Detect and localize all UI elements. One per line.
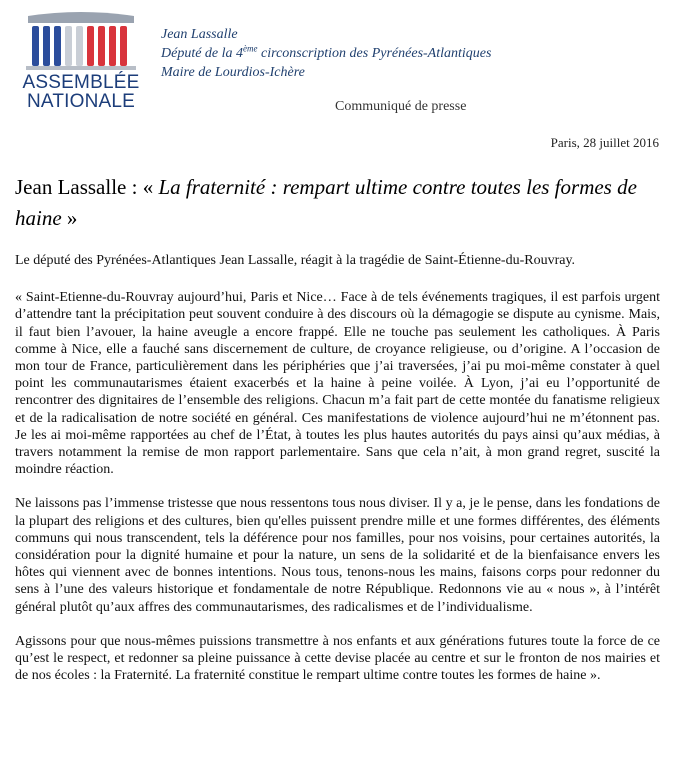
logo-line-1: ASSEMBLÉE [22, 72, 140, 93]
body-paragraph: Agissons pour que nous-mêmes puissions transmettre à nos enfants et aux générations futures toute la force de ce qu’est le respect, et redonner sa pleine puissance à cette devise placée au centre et sur le fronton de nos mairies et de nos écoles : la Fraternité. La fraternité constitue le rempart ultime contre toutes les formes de haine ». [15, 633, 660, 684]
assemblee-building-icon [22, 10, 140, 72]
body-paragraph: « Saint-Etienne-du-Rouvray aujourd’hui, Paris et Nice… Face à de tels événements tragiques, il est parfois urgent d’attendre tant la précipitation peut souvent conduire à des discours où la démagogie se dispute au cynisme. Mais, il faut bien l’avouer, la haine aveugle a encore frappé. Elle ne touche pas seulement les catholiques. À Paris comme à Nice, elle a fauché sans discernement de culture, de croyance religieuse, ou d’origine. A l’occasion de mon tour de France, particulièrement dans les périphéries que j’ai traversées, j’ai pu moi-même constater à quel point les communautarismes étaient exacerbés et la haine à peine voilée. À Lyon, j’ai eu l’opportunité de rencontrer des dignitaires de l’ensemble des religions. Chacun m’a fait part de cette montée du fanatisme religieux et de la radicalisation de notre société en général. Ces manifestations de violence aujourd’hui ne m’étonnent pas. Je les ai moi-même rapportées au chef de l’État, à toutes les plus hautes autorités du pays ainsi qu’aux médias, à travers notamment la remise de mon rapport parlementaire. Sans que cela n’ait, à mon grand regret, suscité la moindre réaction. [15, 290, 660, 478]
author-name: Jean Lassalle [161, 27, 238, 42]
title-quote: La fraternité : rempart ultime contre toutes les formes de haine [15, 175, 637, 230]
author-role-suffix: circonscription des Pyrénées-Atlantiques [257, 46, 492, 61]
press-release-body [15, 252, 660, 701]
author-role-prefix: Député de la 4 [161, 46, 244, 61]
author-mayor: Maire de Lourdios-Ichère [161, 65, 305, 80]
logo-line-2: NATIONALE [26, 91, 136, 112]
press-release-label: Communiqué de presse [335, 99, 467, 114]
author-block [161, 25, 491, 82]
body-paragraph: Ne laissons pas l’immense tristesse que nous ressentons tous nous diviser. Il y a, je le pense, dans les fondations de la plupart des religions et des cultures, bien qu'elles puissent prendre mille et une formes différentes, des éléments communs qui nous transcendent, tels la déférence pour nos familles, pour nos voisins, pour certaines autorités, la considération pour la dignité humaine et pour la nature, un sens de la solidarité et de la bienfaisance envers les hôtes qui viennent avec de bonnes intentions. Nous tous, tenons-nous les mains, faisons corps pour redonner du sens à l’une des valeurs historique et fondamentale de notre République. Redonnons vie au « nous », à l’intérêt général plutôt qu’aux affres des communautarismes, des radicalismes et de l’individualisme. [15, 496, 660, 615]
title-suffix: » [61, 206, 78, 230]
assemblee-nationale-logo [22, 10, 140, 114]
author-role-sup: ème [243, 43, 258, 54]
press-release-title [15, 172, 670, 234]
author-role [161, 44, 491, 63]
intro-paragraph: Le député des Pyrénées-Atlantiques Jean Lassalle, réagit à la tragédie de Saint-Étienne-du-Rouvray. [15, 253, 576, 268]
release-date: Paris, 28 juillet 2016 [550, 135, 659, 150]
title-prefix: Jean Lassalle : « [15, 175, 159, 199]
logo-wordmark [22, 73, 140, 111]
